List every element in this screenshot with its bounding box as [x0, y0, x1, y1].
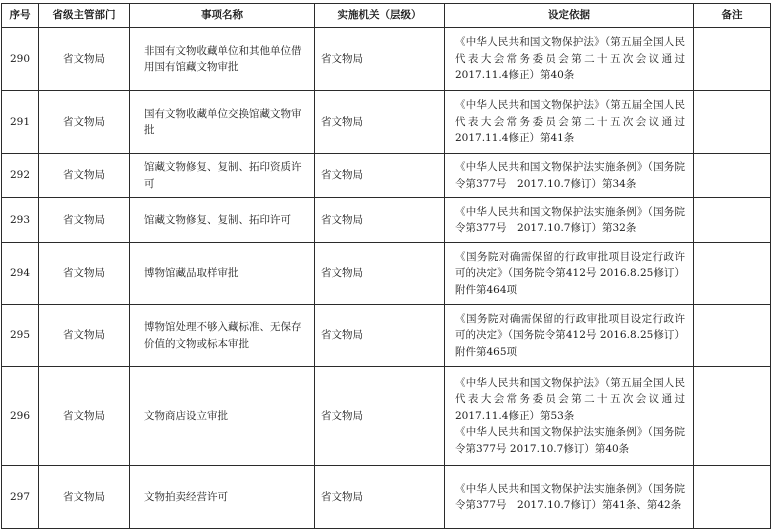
row-seq: 296	[2, 367, 39, 466]
table-row	[2, 367, 771, 466]
table-header-row	[2, 4, 771, 28]
row-dept: 省文物局	[39, 367, 130, 466]
row-basis	[445, 466, 694, 529]
row-seq: 295	[2, 305, 39, 367]
basis-entry: 《国务院对确需保留的行政审批项目设定行政许可的决定》（国务院令第412号 2016.8.25修订）附件第465项	[455, 312, 685, 358]
row-org: 省文物局	[315, 28, 445, 91]
row-item-name: 国有文物收藏单位交换馆藏文物审批	[130, 91, 315, 154]
header-seq: 序号	[2, 4, 39, 28]
row-item-name: 馆藏文物修复、复制、拓印许可	[130, 198, 315, 243]
row-org: 省文物局	[315, 198, 445, 243]
table-row	[2, 154, 771, 198]
row-dept: 省文物局	[39, 91, 130, 154]
header-dept: 省级主管部门	[39, 4, 130, 28]
table-row	[2, 243, 771, 305]
basis-entry: 《中华人民共和国文物保护法实施条例》（国务院令第377号 2017.10.7修订）第34条	[455, 161, 685, 190]
row-basis	[445, 305, 694, 367]
row-dept: 省文物局	[39, 198, 130, 243]
basis-entry: 《中华人民共和国文物保护法》（第五届全国人民代表大会常务委员会第二十五次会议通过 2017.11.4修正）第53条	[455, 376, 696, 422]
row-note	[694, 28, 771, 91]
row-seq: 294	[2, 243, 39, 305]
row-seq: 290	[2, 28, 39, 91]
header-name: 事项名称	[130, 4, 315, 28]
row-basis	[445, 243, 694, 305]
table-row	[2, 466, 771, 529]
row-dept: 省文物局	[39, 466, 130, 529]
basis-entry: 《中华人民共和国文物保护法》（第五届全国人民代表大会常务委员会第二十五次会议通过 2017.11.4修正）第40条	[455, 36, 696, 82]
row-note	[694, 243, 771, 305]
row-note	[694, 198, 771, 243]
row-org: 省文物局	[315, 367, 445, 466]
row-seq: 297	[2, 466, 39, 529]
row-note	[694, 466, 771, 529]
row-dept: 省文物局	[39, 243, 130, 305]
approval-items-table	[1, 3, 771, 529]
row-basis	[445, 198, 694, 243]
header-basis: 设定依据	[445, 4, 694, 28]
row-item-name: 文物拍卖经营许可	[130, 466, 315, 529]
row-item-name: 文物商店设立审批	[130, 367, 315, 466]
row-basis	[445, 367, 694, 466]
row-org: 省文物局	[315, 305, 445, 367]
row-org: 省文物局	[315, 154, 445, 198]
basis-entry: 《国务院对确需保留的行政审批项目设定行政许可的决定》（国务院令第412号 2016.8.25修订）附件第464项	[455, 250, 685, 296]
row-org: 省文物局	[315, 91, 445, 154]
row-seq: 291	[2, 91, 39, 154]
row-item-name: 博物馆藏品取样审批	[130, 243, 315, 305]
basis-entry: 《中华人民共和国文物保护法实施条例》（国务院令第377号 2017.10.7修订）第32条	[455, 205, 685, 234]
basis-entry: 《中华人民共和国文物保护法实施条例》（国务院令第377号 2017.10.7修订）第40条	[455, 426, 685, 455]
row-org: 省文物局	[315, 466, 445, 529]
header-note: 备注	[694, 4, 771, 28]
row-dept: 省文物局	[39, 154, 130, 198]
header-org: 实施机关（层级）	[315, 4, 445, 28]
row-item-name: 博物馆处理不够入藏标准、无保存价值的文物或标本审批	[130, 305, 315, 367]
table-row	[2, 28, 771, 91]
row-note	[694, 367, 771, 466]
row-org: 省文物局	[315, 243, 445, 305]
row-note	[694, 154, 771, 198]
basis-entry: 《中华人民共和国文物保护法》（第五届全国人民代表大会常务委员会第二十五次会议通过 2017.11.4修正）第41条	[455, 99, 696, 145]
row-dept: 省文物局	[39, 305, 130, 367]
row-dept: 省文物局	[39, 28, 130, 91]
row-item-name: 非国有文物收藏单位和其他单位借用国有馆藏文物审批	[130, 28, 315, 91]
basis-entry: 《中华人民共和国文物保护法实施条例》（国务院令第377号 2017.10.7修订）第41条、第42条	[455, 482, 685, 511]
table-row	[2, 305, 771, 367]
row-basis	[445, 91, 694, 154]
table-row	[2, 198, 771, 243]
row-basis	[445, 28, 694, 91]
table-row	[2, 91, 771, 154]
row-note	[694, 305, 771, 367]
row-basis	[445, 154, 694, 198]
row-seq: 292	[2, 154, 39, 198]
row-seq: 293	[2, 198, 39, 243]
row-note	[694, 91, 771, 154]
row-item-name: 馆藏文物修复、复制、拓印资质许可	[130, 154, 315, 198]
